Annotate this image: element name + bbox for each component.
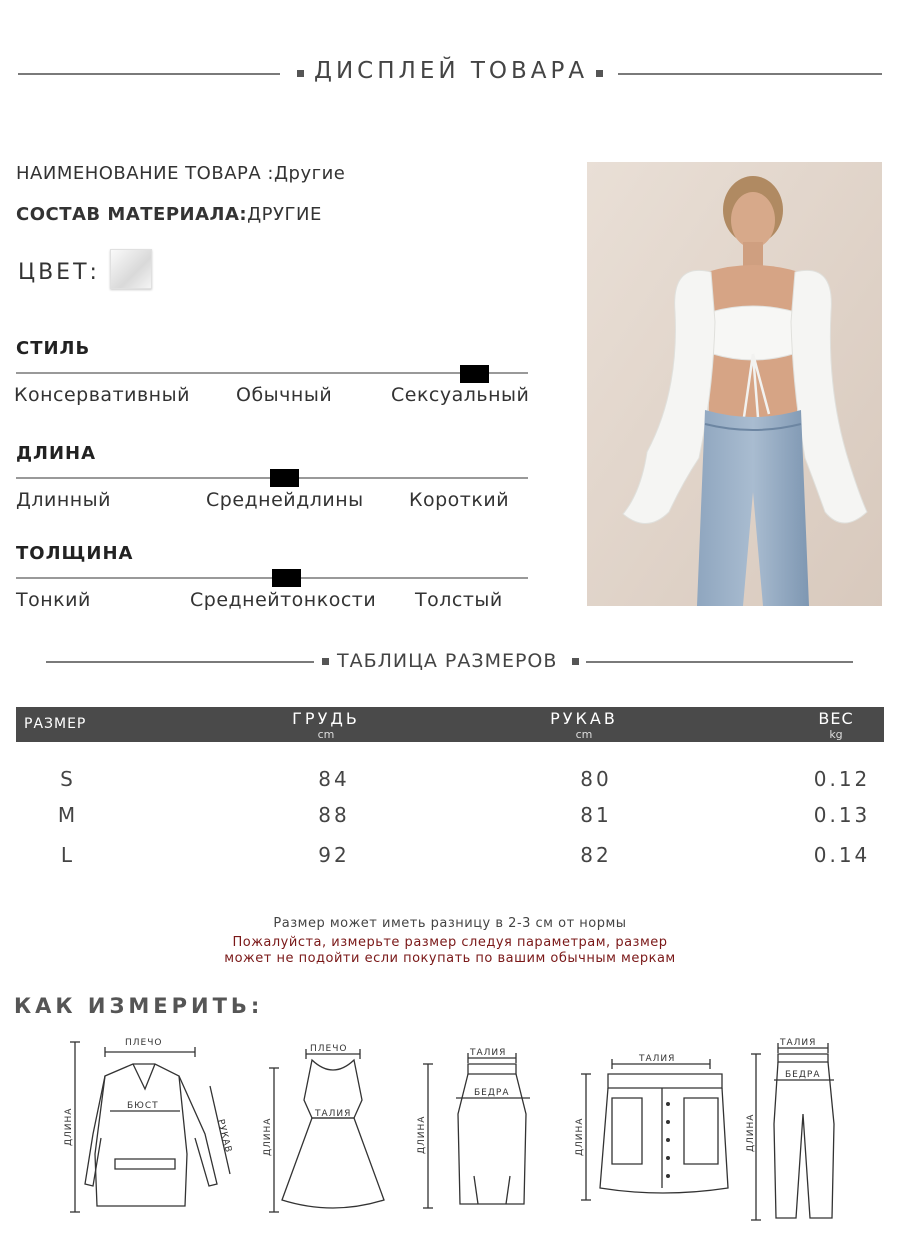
scale-thickness-label-left: Тонкий xyxy=(16,589,91,611)
size-table-header xyxy=(16,707,884,742)
label-waist: ТАЛИЯ xyxy=(470,1048,507,1058)
scale-thickness-marker xyxy=(272,569,301,587)
table-bullet-right xyxy=(572,658,579,665)
color-label: ЦВЕТ: xyxy=(18,260,100,285)
scale-style-title: СТИЛЬ xyxy=(16,338,91,359)
cell-chest: 88 xyxy=(318,803,350,827)
th-sleeve-label: РУКАВ xyxy=(550,709,618,728)
measure-warning-line1: Пожалуйста, измерьте размер следуя параметрам, размер xyxy=(232,935,668,950)
product-photo[interactable] xyxy=(587,162,882,606)
label-shoulder: ПЛЕЧО xyxy=(310,1044,348,1054)
scale-length-label-mid: Среднейдлины xyxy=(206,489,364,511)
product-name-label: НАИМЕНОВАНИЕ ТОВАРА : xyxy=(16,163,274,184)
scale-length-label-left: Длинный xyxy=(16,489,112,511)
page-title: ДИСПЛЕЙ ТОВАРА xyxy=(314,58,589,84)
th-weight-label: ВЕС xyxy=(818,709,854,728)
scale-length-title: ДЛИНА xyxy=(16,443,97,464)
dress-diagram xyxy=(258,1040,398,1216)
th-weight xyxy=(796,711,876,740)
scale-style-marker xyxy=(460,365,489,383)
header-rule-right xyxy=(618,73,882,75)
table-rule-right xyxy=(586,661,853,663)
header-bullet-right xyxy=(596,70,603,77)
shorts-diagram xyxy=(572,1048,742,1208)
label-sleeve: РУКАВ xyxy=(215,1118,234,1155)
cell-sleeve: 80 xyxy=(580,767,612,791)
cell-size: L xyxy=(60,843,76,867)
cell-size: M xyxy=(57,803,79,827)
th-weight-unit: kg xyxy=(829,728,843,741)
table-bullet-left xyxy=(322,658,329,665)
size-note: Размер может иметь разницу в 2-3 см от нормы xyxy=(273,916,627,931)
label-length: ДЛИНА xyxy=(417,1115,427,1154)
cell-size: S xyxy=(60,767,76,791)
th-size: РАЗМЕР xyxy=(24,716,87,732)
th-chest xyxy=(266,711,386,740)
cell-weight: 0.13 xyxy=(813,803,871,827)
cell-weight: 0.12 xyxy=(813,767,871,791)
scale-style-label-right: Сексуальный xyxy=(391,384,530,406)
label-shoulder: ПЛЕЧО xyxy=(125,1038,163,1048)
label-length: ДЛИНА xyxy=(64,1107,74,1146)
howto-title: КАК ИЗМЕРИТЬ: xyxy=(14,994,264,1018)
th-chest-label: ГРУДЬ xyxy=(292,709,360,728)
scale-thickness-label-right: Толстый xyxy=(415,589,503,611)
scale-style-label-left: Консервативный xyxy=(14,384,190,406)
scale-thickness-title: ТОЛЩИНА xyxy=(16,543,134,564)
product-name-value: Другие xyxy=(273,163,346,184)
label-waist: ТАЛИЯ xyxy=(315,1109,352,1119)
th-chest-unit: cm xyxy=(317,728,335,741)
cell-sleeve: 81 xyxy=(580,803,612,827)
product-color xyxy=(18,260,100,285)
label-hip: БЕДРА xyxy=(785,1070,821,1080)
material-label: СОСТАВ МАТЕРИАЛА: xyxy=(16,204,248,225)
label-length: ДЛИНА xyxy=(263,1117,273,1156)
label-waist: ТАЛИЯ xyxy=(780,1038,817,1048)
label-waist: ТАЛИЯ xyxy=(639,1054,676,1064)
header-bullet-left xyxy=(297,70,304,77)
product-material xyxy=(16,204,322,225)
th-sleeve xyxy=(524,711,644,740)
size-table-title: ТАБЛИЦА РАЗМЕРОВ xyxy=(337,650,558,672)
label-length: ДЛИНА xyxy=(746,1113,756,1152)
label-length: ДЛИНА xyxy=(575,1117,585,1156)
jacket-diagram xyxy=(55,1034,245,1220)
material-value: ДРУГИЕ xyxy=(247,204,322,225)
scale-style-label-mid: Обычный xyxy=(236,384,333,406)
scale-thickness-label-mid: Среднейтонкости xyxy=(190,589,377,611)
measure-warning-line2: может не подойти если покупать по вашим обычным меркам xyxy=(224,951,676,966)
cell-chest: 84 xyxy=(318,767,350,791)
product-name xyxy=(16,163,345,184)
scale-style-track xyxy=(16,372,528,374)
color-swatch[interactable] xyxy=(110,249,152,289)
scale-length-label-right: Короткий xyxy=(409,489,510,511)
header-rule-left xyxy=(18,73,280,75)
cell-weight: 0.14 xyxy=(813,843,871,867)
table-rule-left xyxy=(46,661,314,663)
skirt-diagram xyxy=(412,1044,542,1214)
label-chest: БЮСТ xyxy=(127,1101,159,1111)
scale-length-marker xyxy=(270,469,299,487)
label-hip: БЕДРА xyxy=(474,1088,510,1098)
cell-chest: 92 xyxy=(318,843,350,867)
trousers-diagram xyxy=(748,1034,858,1224)
th-sleeve-unit: cm xyxy=(575,728,593,741)
cell-sleeve: 82 xyxy=(580,843,612,867)
